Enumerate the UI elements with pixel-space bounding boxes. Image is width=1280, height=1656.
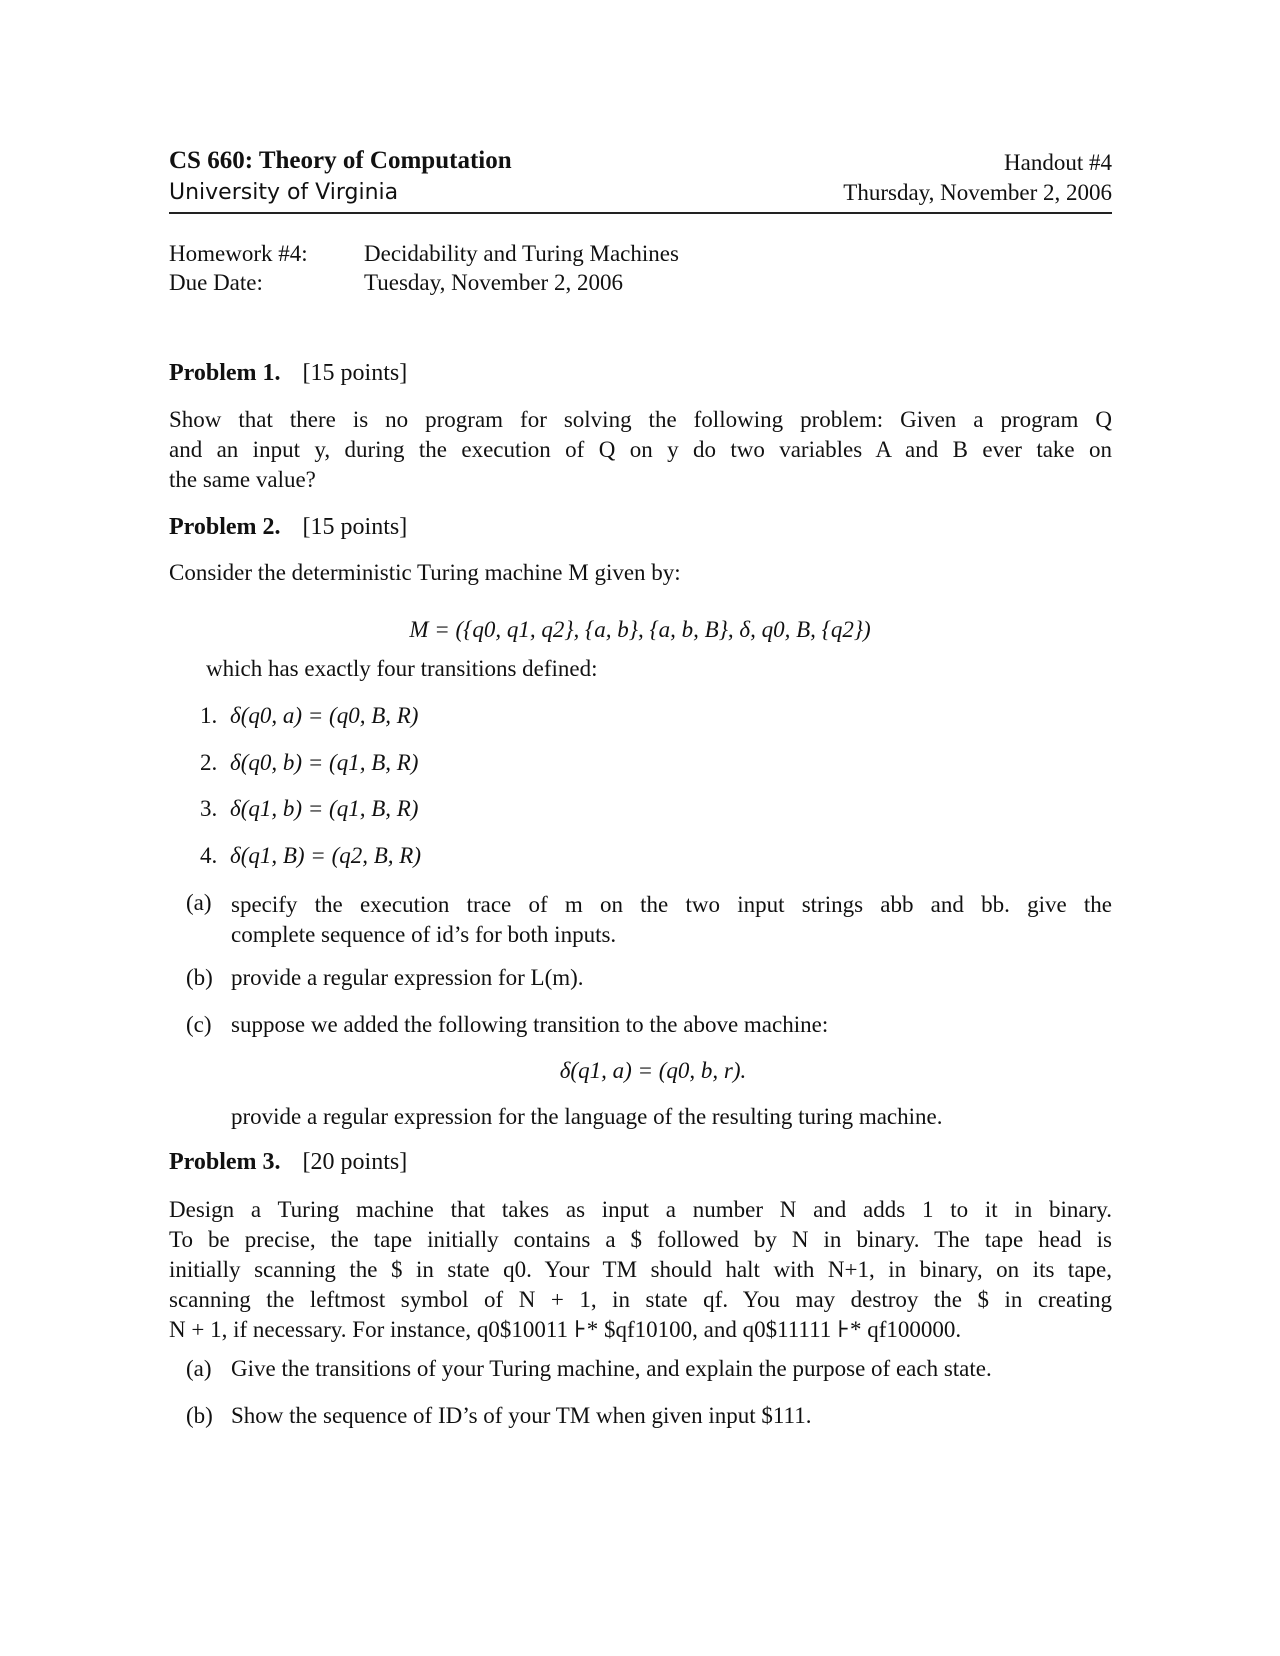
part-label: (b) xyxy=(186,965,213,990)
problem-1-line: and an input y, during the execution of Q on y do two variables A and B ever take on xyxy=(169,437,1112,462)
handout-date: Thursday, November 2, 2006 xyxy=(843,180,1112,205)
part-label: (a) xyxy=(186,1356,212,1381)
university-name: University of Virginia xyxy=(169,180,399,205)
problem-1-title: Problem 1. xyxy=(169,360,281,386)
homework-label: Homework #4: xyxy=(169,241,308,266)
part-label: (a) xyxy=(186,890,212,915)
transition-number: 4. xyxy=(200,843,218,868)
problem-3-line: To be precise, the tape initially contains a $ followed by N in binary. The tape head is xyxy=(169,1227,1112,1252)
transition-item: δ(q1, B) = (q2, B, R) xyxy=(230,843,421,868)
transition-item: δ(q0, b) = (q1, B, R) xyxy=(230,750,419,775)
problem-3-line: scanning the leftmost symbol of N + 1, in state qf. You may destroy the $ in creating xyxy=(169,1287,1112,1312)
transition-number: 3. xyxy=(200,796,218,821)
added-transition: δ(q1, a) = (q0, b, r). xyxy=(559,1058,747,1083)
problem-3-heading xyxy=(169,1149,407,1176)
problem-1-heading xyxy=(169,360,407,387)
transition-item: δ(q1, b) = (q1, B, R) xyxy=(230,796,419,821)
problem-3-line: Design a Turing machine that takes as input a number N and adds 1 to it in binary. xyxy=(169,1197,1112,1222)
course-title: CS 660: Theory of Computation xyxy=(169,147,512,174)
handout-number: Handout #4 xyxy=(1004,150,1112,175)
part-a-text xyxy=(231,890,1112,950)
homework-title: Decidability and Turing Machines xyxy=(364,241,679,266)
machine-definition: M = ({q0, q1, q2}, {a, b}, {a, b, B}, δ, q0, B, {q2}) xyxy=(409,617,871,642)
part-a-line: complete sequence of id’s for both inputs. xyxy=(231,922,617,947)
header-divider xyxy=(169,212,1112,214)
transition-number: 2. xyxy=(200,750,218,775)
problem-2-title: Problem 2. xyxy=(169,514,281,540)
part-c-followup: provide a regular expression for the language of the resulting turing machine. xyxy=(231,1104,943,1129)
part-c-text: suppose we added the following transition to the above machine: xyxy=(231,1012,829,1037)
part-label: (c) xyxy=(186,1012,212,1037)
due-date-value: Tuesday, November 2, 2006 xyxy=(364,270,623,295)
problem-3-part-b: Show the sequence of ID’s of your TM when given input $111. xyxy=(231,1403,812,1428)
problem-1-line: Show that there is no program for solving the following problem: Given a program Q xyxy=(169,407,1112,432)
part-a-line: specify the execution trace of m on the two input strings abb and bb. give the xyxy=(231,892,1112,917)
problem-3-line: N + 1, if necessary. For instance, q0$10011 ⊦* $qf10100, and q0$11111 ⊦* qf100000. xyxy=(169,1317,962,1342)
problem-3-line: initially scanning the $ in state q0. Your TM should halt with N+1, in binary, on its tape, xyxy=(169,1257,1112,1282)
problem-3-text xyxy=(169,1195,1112,1345)
problem-3-part-a: Give the transitions of your Turing machine, and explain the purpose of each state. xyxy=(231,1356,992,1381)
transition-item: δ(q0, a) = (q0, B, R) xyxy=(230,703,419,728)
problem-2-points: [15 points] xyxy=(302,514,408,540)
transition-number: 1. xyxy=(200,703,218,728)
transitions-intro: which has exactly four transitions defined: xyxy=(206,656,598,681)
problem-2-heading xyxy=(169,514,407,541)
problem-1-line: the same value? xyxy=(169,467,316,492)
problem-3-points: [20 points] xyxy=(302,1149,408,1175)
part-b-text: provide a regular expression for L(m). xyxy=(231,965,584,990)
due-date-label: Due Date: xyxy=(169,270,263,295)
part-label: (b) xyxy=(186,1403,213,1428)
problem-1-points: [15 points] xyxy=(302,360,408,386)
problem-1-text xyxy=(169,405,1112,495)
problem-2-intro: Consider the deterministic Turing machine M given by: xyxy=(169,560,681,585)
problem-3-title: Problem 3. xyxy=(169,1149,281,1175)
